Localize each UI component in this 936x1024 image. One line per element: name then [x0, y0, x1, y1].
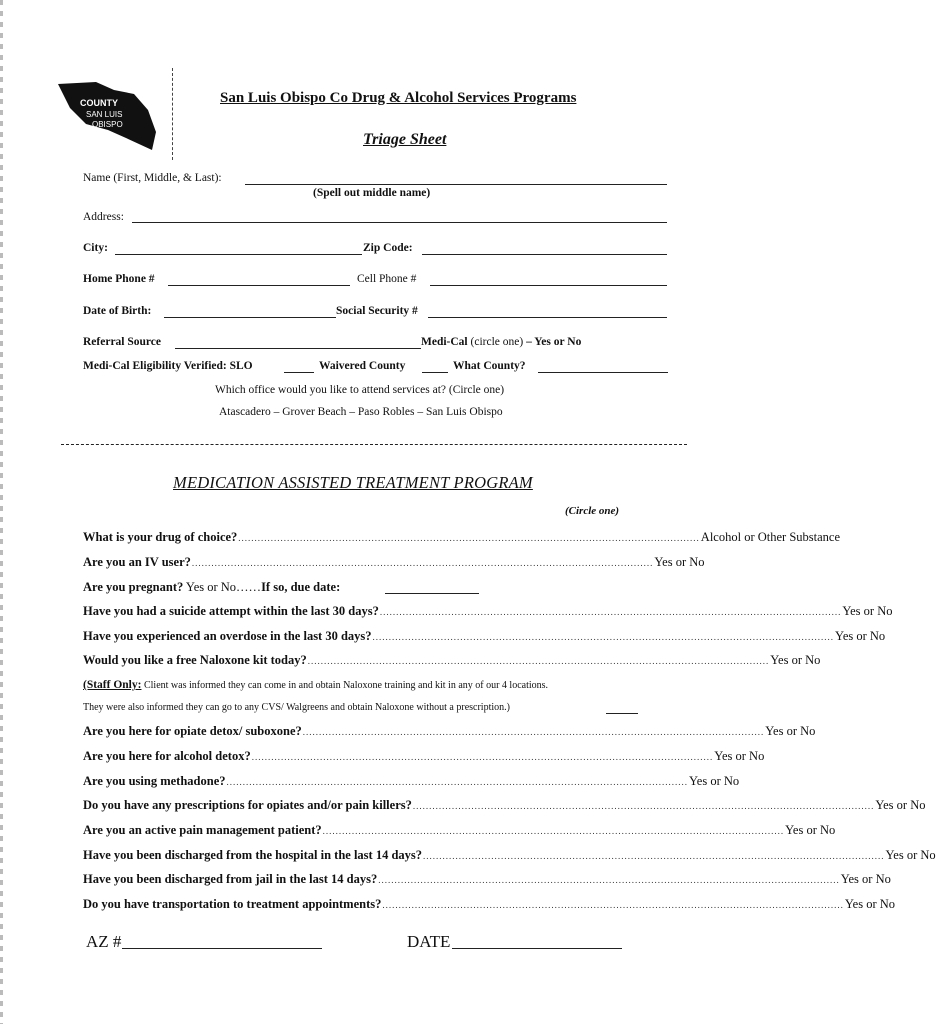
address-field[interactable] — [132, 222, 667, 223]
staff-label: (Staff Only: — [83, 679, 142, 691]
waivered-label: Waivered County — [319, 360, 406, 372]
date-label: DATE — [407, 932, 451, 951]
question-naloxone — [83, 653, 821, 668]
question-text: What is your drug of choice? — [83, 530, 238, 544]
question-iv — [83, 555, 705, 570]
staff-note-2: They were also informed they can go to any CVS/ Walgreens and obtain Naloxone without a prescription.) — [83, 702, 510, 713]
question-transportation — [83, 897, 896, 912]
dob-field[interactable] — [164, 317, 336, 318]
answer-options[interactable]: Yes or No — [770, 653, 821, 667]
answer-options[interactable]: Yes or No — [844, 897, 896, 911]
question-jail — [83, 872, 891, 887]
question-opiate-detox — [83, 724, 816, 739]
question-text: Have you experienced an overdose in the last 30 days? — [83, 629, 372, 643]
staff-text: Client was informed they can come in and obtain Naloxone training and kit in any of our 4 locations. — [143, 680, 549, 691]
medical-question — [421, 336, 581, 348]
question-text: Have you been discharged from the hospital in the last 14 days? — [83, 848, 423, 862]
answer-options[interactable]: Yes or No — [875, 798, 926, 812]
county-logo — [56, 80, 160, 152]
leader-dots: .............................................................................................................................................. — [372, 632, 835, 642]
answer-options[interactable]: Yes or No — [654, 555, 705, 569]
logo-text-2: SAN LUIS — [86, 110, 123, 119]
answer-options[interactable]: Yes or No — [885, 848, 936, 862]
office-question: Which office would you like to attend services at? (Circle one) — [215, 384, 505, 396]
home-phone-field[interactable] — [168, 285, 350, 286]
cell-phone-label: Cell Phone # — [357, 273, 417, 285]
leader-dots: .............................................................................................................................................. — [379, 607, 842, 617]
zip-field[interactable] — [422, 254, 667, 255]
logo-text-1: COUNTY — [80, 98, 118, 108]
question-text: Are you an IV user? — [83, 555, 191, 569]
question-pregnant — [83, 580, 340, 595]
question-suicide — [83, 604, 893, 619]
staff-note-1 — [83, 679, 548, 691]
page-subtitle: Triage Sheet — [363, 131, 447, 148]
city-label: City: — [83, 242, 108, 254]
logo-text-3: OBISPO — [92, 120, 123, 129]
home-phone-label: Home Phone # — [83, 273, 155, 285]
leader-dots: .............................................................................................................................................. — [238, 533, 700, 543]
leader-dots: .............................................................................................................................................. — [307, 656, 770, 666]
section-divider — [61, 444, 687, 445]
question-methadone — [83, 774, 740, 789]
logo-divider — [172, 68, 173, 160]
city-field[interactable] — [115, 254, 362, 255]
answer-options[interactable]: Yes or No — [835, 629, 886, 643]
answer-options[interactable]: Yes or No — [842, 604, 893, 618]
question-text: Would you like a free Naloxone kit today? — [83, 653, 307, 667]
answer-options[interactable]: Yes or No — [785, 823, 836, 837]
waivered-field[interactable] — [422, 372, 448, 373]
question-text: Are you using methadone? — [83, 774, 226, 788]
leader-dots: .............................................................................................................................................. — [322, 826, 785, 836]
question-text: Are you pregnant? — [83, 580, 184, 594]
answer-options[interactable]: Yes or No — [765, 724, 816, 738]
scan-edge-artifact — [0, 0, 3, 1024]
answer-options[interactable]: Yes or No — [840, 872, 891, 886]
leader-dots: .............................................................................................................................................. — [226, 777, 688, 787]
leader-dots: .............................................................................................................................................. — [302, 727, 765, 737]
answer-options[interactable]: Yes or No…… — [185, 580, 262, 594]
what-county-field[interactable] — [538, 372, 668, 373]
question-pain-management — [83, 823, 836, 838]
question-overdose — [83, 629, 886, 644]
answer-options[interactable]: Alcohol or Other Substance — [700, 530, 840, 544]
referral-label: Referral Source — [83, 336, 162, 348]
question-text: Do you have transportation to treatment appointments? — [83, 897, 382, 911]
az-label: AZ # — [86, 932, 122, 951]
question-drug — [83, 530, 840, 545]
office-options[interactable]: Atascadero – Grover Beach – Paso Robles – San Luis Obispo — [219, 406, 503, 418]
leader-dots: .............................................................................................................................................. — [378, 875, 840, 885]
referral-field[interactable] — [175, 348, 421, 349]
leader-dots: .............................................................................................................................................. — [423, 851, 885, 861]
due-date-label: If so, due date: — [261, 580, 341, 594]
question-text: Do you have any prescriptions for opiates and/or pain killers? — [83, 798, 412, 812]
question-text: Are you an active pain management patient? — [83, 823, 322, 837]
leader-dots: .............................................................................................................................................. — [412, 801, 875, 811]
ssn-label: Social Security # — [336, 305, 418, 317]
medical-circle-hint: (circle one) — [470, 336, 524, 348]
ssn-field[interactable] — [428, 317, 667, 318]
circle-hint: (Circle one) — [565, 505, 620, 517]
name-hint: (Spell out middle name) — [313, 187, 431, 199]
dob-label: Date of Birth: — [83, 305, 152, 317]
question-alcohol-detox — [83, 749, 765, 764]
medical-options[interactable]: – Yes or No — [526, 336, 582, 348]
question-text: Have you had a suicide attempt within the last 30 days? — [83, 604, 379, 618]
zip-label: Zip Code: — [363, 242, 413, 254]
leader-dots: .............................................................................................................................................. — [251, 752, 714, 762]
what-county-label: What County? — [453, 360, 526, 372]
question-text: Have you been discharged from jail in the last 14 days? — [83, 872, 378, 886]
answer-options[interactable]: Yes or No — [689, 774, 740, 788]
question-prescriptions — [83, 798, 926, 813]
question-text: Are you here for alcohol detox? — [83, 749, 251, 763]
cell-phone-field[interactable] — [430, 285, 667, 286]
page-title: San Luis Obispo Co Drug & Alcohol Services Programs — [220, 90, 577, 106]
due-date-field[interactable] — [385, 593, 479, 594]
answer-options[interactable]: Yes or No — [714, 749, 765, 763]
question-text: Are you here for opiate detox/ suboxone? — [83, 724, 302, 738]
name-label: Name (First, Middle, & Last): — [83, 172, 222, 184]
medical-label: Medi-Cal — [421, 336, 468, 348]
slo-field[interactable] — [284, 372, 314, 373]
date-field[interactable] — [452, 948, 622, 949]
az-field[interactable] — [122, 948, 322, 949]
staff-check-field[interactable] — [606, 713, 638, 714]
question-hospital — [83, 848, 936, 863]
leader-dots: .............................................................................................................................................. — [191, 558, 654, 568]
name-field[interactable] — [245, 184, 667, 185]
eligibility-label: Medi-Cal Eligibility Verified: SLO — [83, 360, 253, 372]
address-label: Address: — [83, 211, 124, 223]
leader-dots: .............................................................................................................................................. — [382, 900, 844, 910]
program-title: MEDICATION ASSISTED TREATMENT PROGRAM — [173, 473, 533, 492]
